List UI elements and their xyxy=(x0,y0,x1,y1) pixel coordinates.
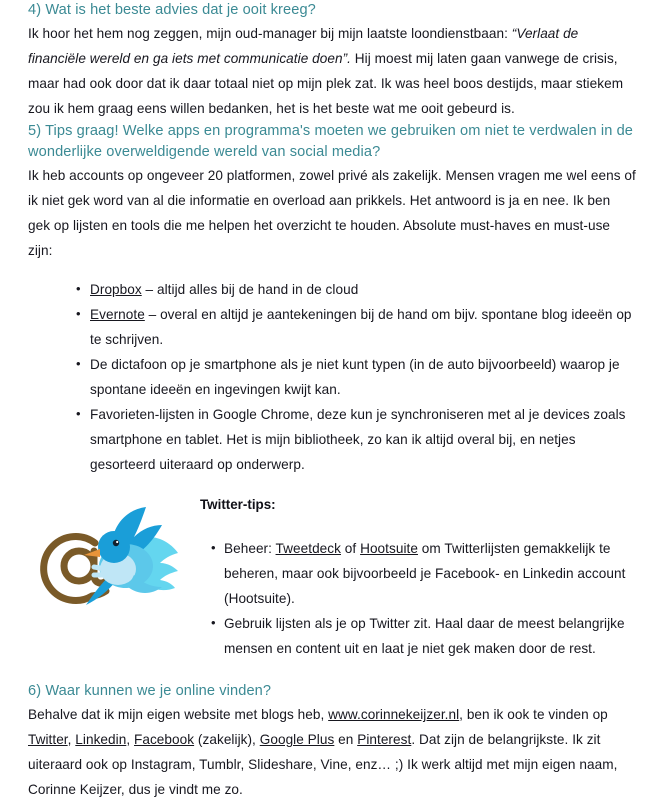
question-6-paragraph xyxy=(28,702,636,802)
question-6-heading: 6) Waar kunnen we je online vinden? xyxy=(28,683,272,699)
question-5-heading: 5) Tips graag! Welke apps en programma's moeten we gebruiken om niet te verdwalen in de wonderlijke overweldigende wereld van social media? xyxy=(28,123,634,160)
twitter-item-prefix: Beheer: xyxy=(224,541,276,556)
q6-part3: , xyxy=(67,732,76,747)
dropbox-link[interactable]: Dropbox xyxy=(90,282,142,297)
linkedin-link[interactable]: Linkedin xyxy=(75,732,127,747)
twitter-item-middle: of xyxy=(340,541,361,556)
list-item xyxy=(211,611,636,661)
list-item xyxy=(76,302,636,352)
list-item xyxy=(211,536,636,611)
twitter-tips-list xyxy=(211,515,636,661)
list-item-text: – overal en altijd je aantekeningen bij de hand om bijv. spontane blog ideeën op te schrijven. xyxy=(90,307,632,347)
evernote-link[interactable]: Evernote xyxy=(90,307,145,322)
list-item-text: De dictafoon op je smartphone als je niet kunt typen (in de auto bijvoorbeeld) waarop je spontane ideeën en ingevingen kwijt kan. xyxy=(90,357,620,397)
twitter-item-prefix: Gebruik lijsten als je op Twitter zit. Haal daar de meest belangrijke mensen en content uit en laat je niet gek maken door de rest. xyxy=(224,616,625,656)
question-6-section xyxy=(28,661,636,802)
list-item xyxy=(76,352,636,402)
q6-part5: (zakelijk), xyxy=(194,732,260,747)
tweetdeck-link[interactable]: Tweetdeck xyxy=(275,541,341,556)
question-5-paragraph: Ik heb accounts op ongeveer 20 platformen, zowel privé als zakelijk. Mensen vragen me wel eens of ik niet gek word van al die informatie en overload aan prikkels. Het antwoord is ja en nee. Ik ben gek op lijsten en tools die me helpen het overzicht te houden. Absolute must-haves en must-use zijn: xyxy=(28,168,636,258)
website-link[interactable]: www.corinnekeijzer.nl xyxy=(328,707,460,722)
google-plus-link[interactable]: Google Plus xyxy=(259,732,335,747)
list-item xyxy=(76,402,636,477)
pinterest-link[interactable]: Pinterest xyxy=(357,732,412,747)
twitter-tips-block xyxy=(28,495,636,661)
list-item-text: – altijd alles bij de hand in de cloud xyxy=(141,282,359,297)
question-4-paragraph xyxy=(28,21,636,121)
facebook-link[interactable]: Facebook xyxy=(134,732,195,747)
q6-part2: , ben ik ook te vinden op xyxy=(459,707,608,722)
twitter-bird-with-at-symbol-icon xyxy=(22,503,182,623)
q6-part6: en xyxy=(334,732,358,747)
twitter-item-suffix: om Twitterlijsten gemakkelijk te beheren, maar ook bijvoorbeeld je Facebook- en Linkedin account (Hootsuite). xyxy=(224,541,626,606)
list-item xyxy=(76,277,636,302)
twitter-tips-heading: Twitter-tips: xyxy=(200,497,276,512)
q6-part1: Behalve dat ik mijn eigen website met blogs heb, xyxy=(28,707,329,722)
q4-text-post: Hij moest mij laten gaan vanwege de crisis, maar had ook door dat ik daar totaal niet op mijn plek zat. Ik was heel boos destijds, maar stiekem zou ik hem graag eens willen bedanken, het is het beste wat me ooit gebeurd is. xyxy=(28,51,624,116)
q6-part7: . Dat zijn de belangrijkste. Ik zit uiteraard ook op Instagram, Tumblr, Slideshare, Vine, enz… ;) Ik werk altijd met mijn eigen naam, Corinne Keijzer, dus je vindt me zo. xyxy=(28,732,618,797)
question-4-heading: 4) Wat is het beste advies dat je ooit kreeg? xyxy=(28,2,316,18)
hootsuite-link[interactable]: Hootsuite xyxy=(360,541,418,556)
q4-quote: “Verlaat de financiële wereld en ga iets met communicatie doen”. xyxy=(28,26,579,66)
tips-list xyxy=(28,263,636,477)
list-item-text: Favorieten-lijsten in Google Chrome, deze kun je synchroniseren met al je devices zoals smartphone en tablet. Het is mijn bibliotheek, zo kan ik altijd overal bij, en netjes gesorteerd uiteraard op onderwerp. xyxy=(90,407,626,472)
q6-part4: , xyxy=(126,732,134,747)
q4-text-pre: Ik hoor het hem nog zeggen, mijn oud-manager bij mijn laatste loondienstbaan: xyxy=(28,26,512,41)
twitter-link[interactable]: Twitter xyxy=(28,732,68,747)
